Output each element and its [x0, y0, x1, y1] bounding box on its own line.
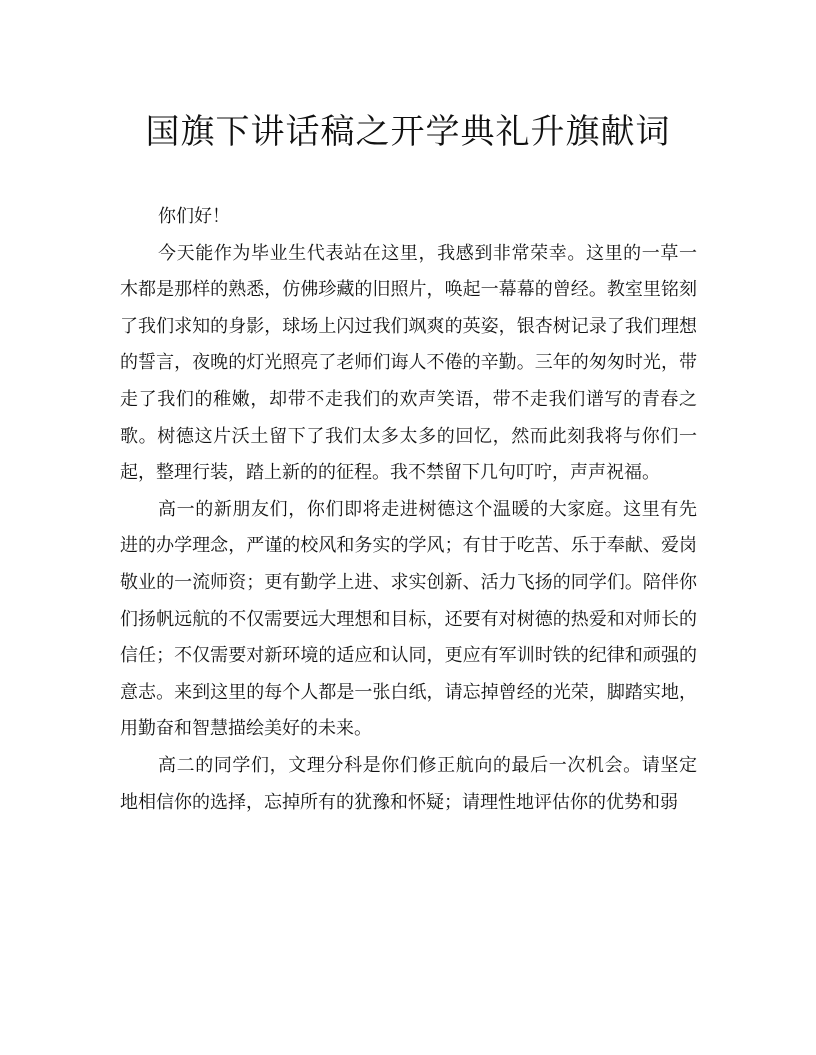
body-paragraph: 高二的同学们，文理分科是你们修正航向的最后一次机会。请坚定地相信你的选择，忘掉所有的犹豫和怀疑；请理性地评估你的优势和弱: [120, 754, 697, 813]
body-paragraph: 今天能作为毕业生代表站在这里，我感到非常荣幸。这里的一草一木都是那样的熟悉，仿佛珍藏的旧照片，唤起一幕幕的曾经。教室里铭刻了我们求知的身影，球场上闪过我们飒爽的英姿，银杏树记录了我们理想的誓言，夜晚的灯光照亮了老师们诲人不倦的辛勤。三年的匆匆时光，带走了我们的稚嫩，却带不走我们的欢声笑语，带不走我们谱写的青春之歌。树德这片沃土留下了我们太多太多的回忆，然而此刻我将与你们一起，整理行装，踏上新的的征程。我不禁留下几句叮咛，声声祝福。: [120, 242, 697, 484]
document-title: 国旗下讲话稿之开学典礼升旗献词: [145, 112, 671, 152]
greeting-paragraph: 你们好！: [158, 206, 230, 227]
document-body: [120, 199, 697, 821]
body-paragraph: 高一的新朋友们，你们即将走进树德这个温暖的大家庭。这里有先进的办学理念，严谨的校风和务实的学风；有甘于吃苦、乐于奉献、爱岗敬业的一流师资；更有勤学上进、求实创新、活力飞扬的同学们。陪伴你们扬帆远航的不仅需要远大理想和目标，还要有对树德的热爱和对师长的信任；不仅需要对新环境的适应和认同，更应有军训时铁的纪律和顽强的意志。来到这里的每个人都是一张白纸，请忘掉曾经的光荣，脚踏实地，用勤奋和智慧描绘美好的未来。: [120, 498, 697, 740]
